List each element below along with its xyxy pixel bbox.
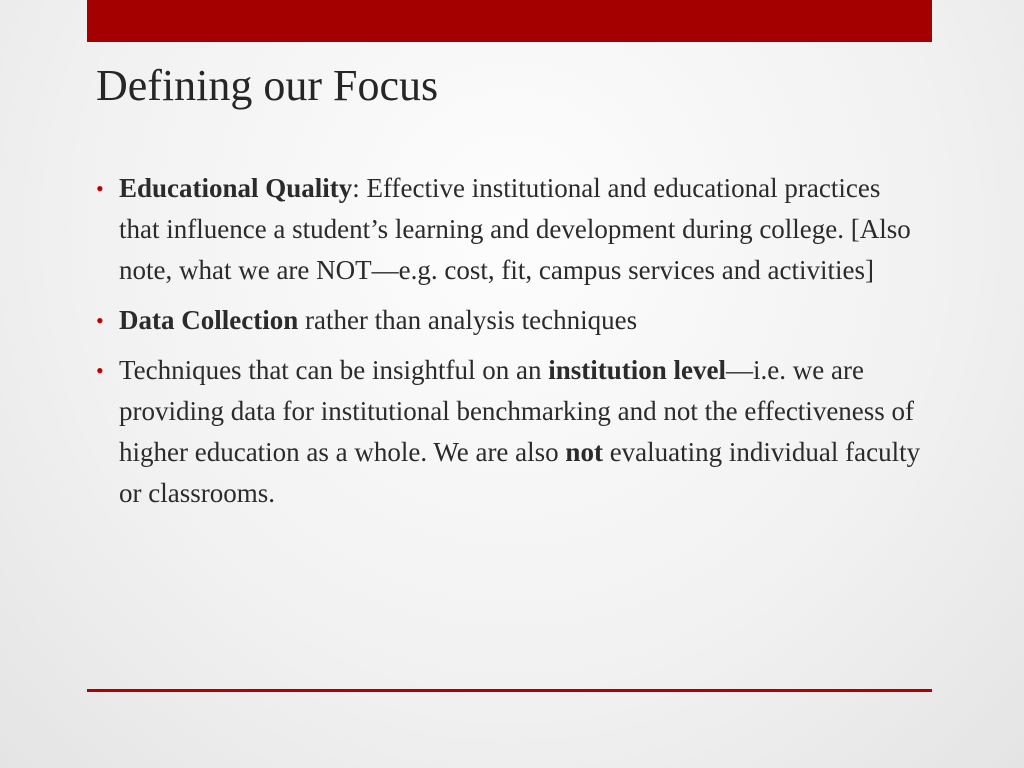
bullet-bold-text: not [565,437,603,467]
bullet-text: evaluating individual faculty or classrooms. [119,437,921,508]
bullet-bold-text: Educational Quality [119,173,353,203]
slide-title: Defining our Focus [96,61,439,110]
bullet-text: —i.e. we are providing data for institutional benchmarking and not the effectiveness of higher education as a whole. We are also [119,355,915,467]
bullet-item [96,300,926,341]
bullet-item [96,168,926,291]
bullet-bold-text: Data Collection [119,305,299,335]
bullet-marker-icon: • [96,308,104,333]
top-accent-bar [87,0,932,42]
bullet-marker-icon: • [96,358,104,383]
bullet-bold-text: institution level [548,355,727,385]
bottom-divider [87,689,932,692]
bullet-text: : Effective institutional and educational practices that influence a student’s learning and development during college. [Also note, what we are NOT—e.g. cost, fit, campus services and activities] [119,173,911,285]
bullet-list [96,168,926,523]
bullet-text: Techniques that can be insightful on an [119,355,549,385]
bullet-marker-icon: • [96,176,104,201]
bullet-item [96,350,926,514]
bullet-text: rather than analysis techniques [298,305,638,335]
